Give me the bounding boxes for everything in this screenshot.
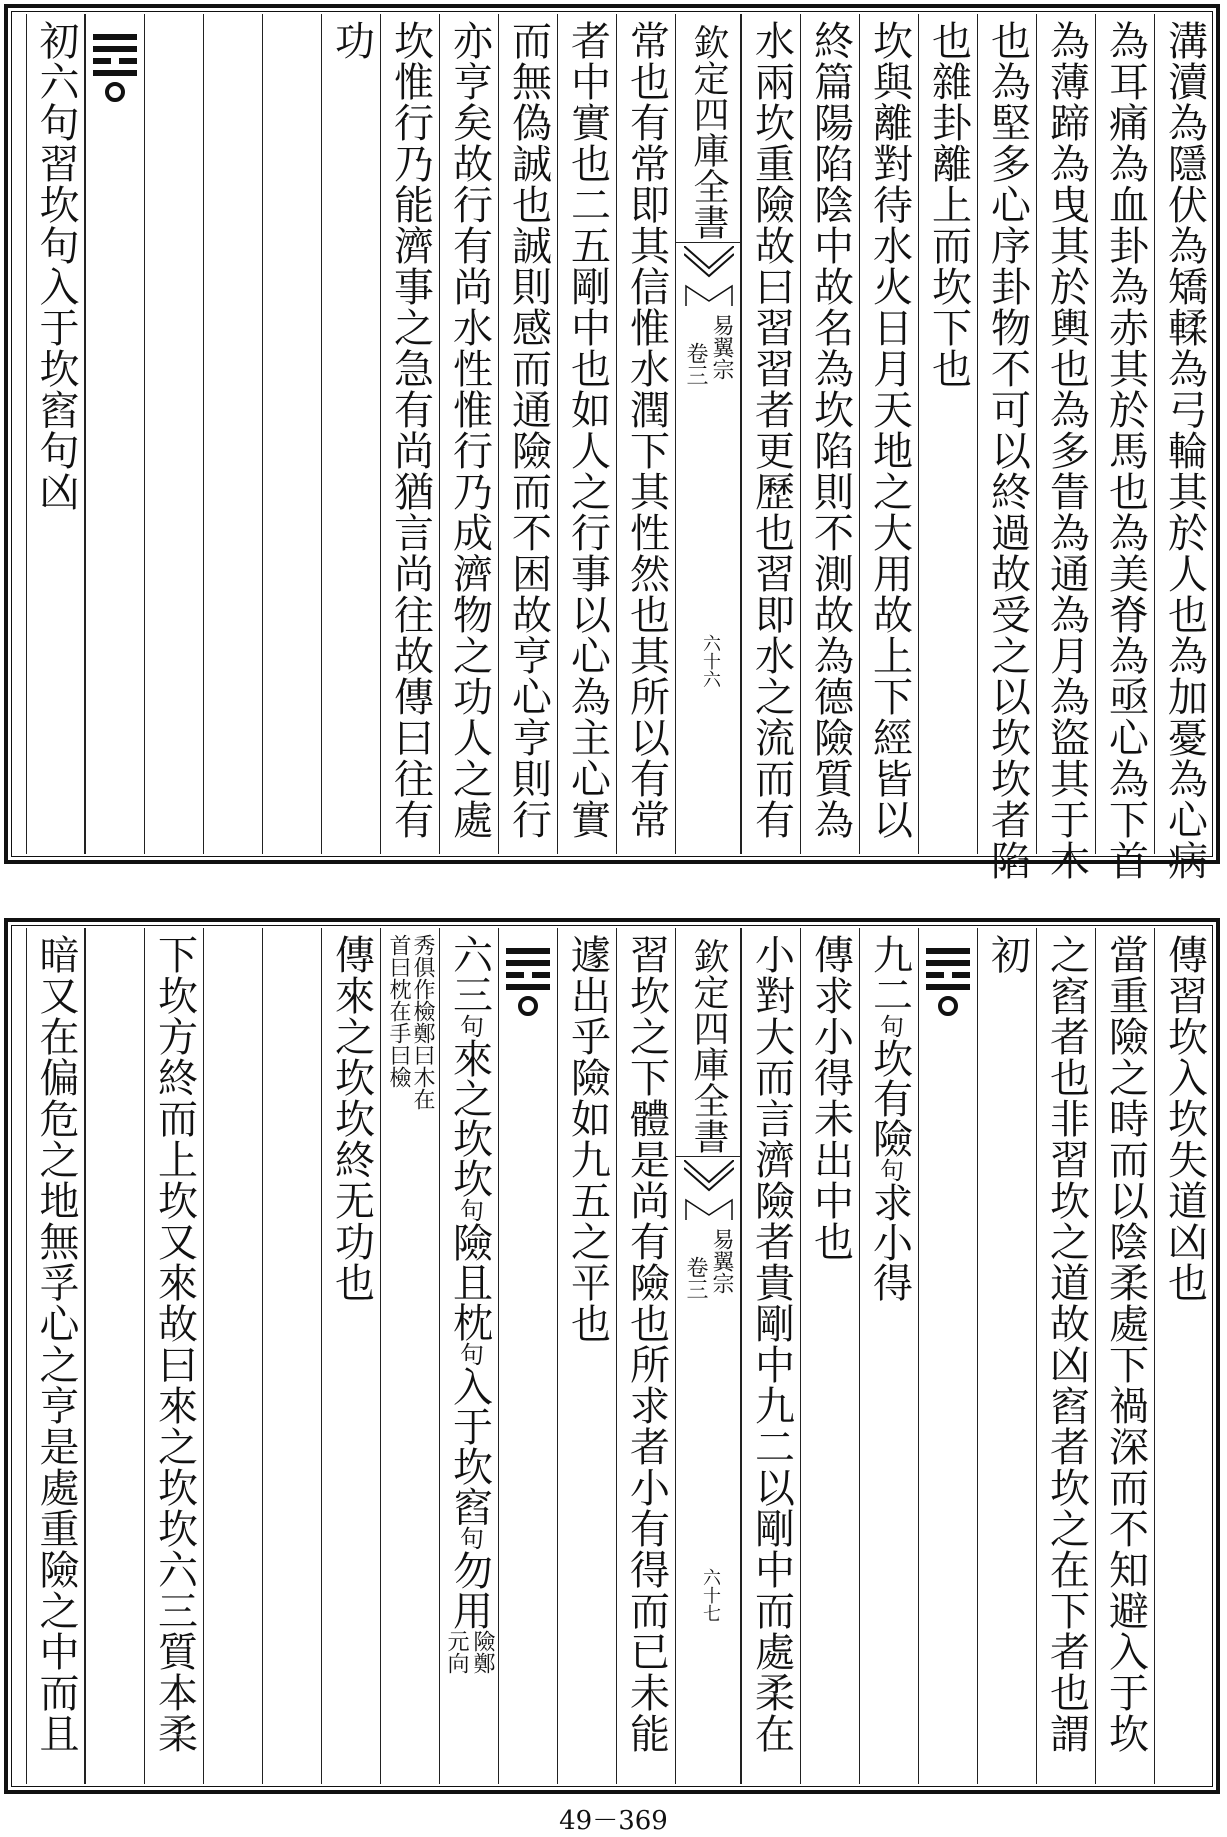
book-title: 易翼宗 (709, 1228, 734, 1294)
hexagram-column (918, 928, 977, 1784)
column-text: 溝瀆為隱伏為矯輮為弓輪其於人也為加憂為心病 (1161, 20, 1208, 881)
hexagram-column (85, 14, 144, 854)
book-title: 易翼宗 (709, 314, 734, 380)
column-text: 也雜卦離上而坎下也 (925, 20, 972, 389)
text-column (800, 928, 859, 1784)
column-text: 遽出乎險如九五之平也 (564, 934, 611, 1344)
text-column (380, 14, 439, 854)
text-column (1095, 14, 1154, 881)
text-column (557, 928, 616, 1784)
text-column (859, 14, 918, 854)
text-column (557, 14, 616, 854)
center-gutter (675, 928, 741, 1784)
column-text: 習坎之下體是尚有險也所求者小有得而已未能 (623, 934, 670, 1754)
text-column (26, 14, 85, 854)
phrase-mark: 句 (875, 1158, 904, 1182)
text-column (1036, 928, 1095, 1784)
text-column (498, 14, 557, 854)
column-text: 下坎方終而上坎又來故曰來之坎坎六三質本柔 (151, 934, 198, 1754)
text-column (1095, 928, 1154, 1784)
annotation-column (380, 928, 439, 1784)
text-column (262, 14, 321, 854)
hexagram-line-icon (93, 34, 137, 104)
page-number: 六十六 (700, 634, 721, 688)
text-column (1154, 928, 1213, 1784)
text-column (144, 928, 203, 1784)
text-column (977, 14, 1036, 881)
column-text: 初 (984, 934, 1031, 975)
text-segment: 來之坎坎 (446, 1038, 493, 1198)
column-text: 暗又在偏危之地無孚心之亨是處重險之中而且 (33, 934, 79, 1754)
text-column (616, 928, 675, 1784)
text-column (616, 14, 675, 854)
annotation-text: 險鄭 (470, 1630, 495, 1674)
inline-annotation (444, 1630, 494, 1674)
page-top-panel (4, 4, 1220, 881)
text-segment: 險且枕 (446, 1222, 493, 1342)
text-segment: 求小得 (866, 1182, 913, 1302)
column-text: 水兩坎重險故曰習習者更歷也習即水之流而有 (748, 20, 795, 840)
phrase-mark: 句 (455, 1526, 484, 1550)
text-column (1154, 14, 1213, 881)
page-number: 六十七 (700, 1568, 721, 1622)
phrase-mark: 句 (875, 1014, 904, 1038)
column-text: 為耳痛為血卦為赤其於馬也為美脊為亟心為下首 (1102, 20, 1149, 881)
text-column (262, 928, 321, 1784)
text-column (85, 928, 144, 1784)
column-text: 亦亨矣故行有尚水性惟行乃成濟物之功人之處 (446, 20, 493, 840)
line-label: 六三 (446, 934, 493, 1014)
annotation-text: 首曰枕在手曰檢 (386, 934, 411, 1088)
collection-title: 欽定四庫全書 (676, 22, 740, 243)
fish-tail-ornament-icon (684, 246, 734, 306)
main-text (440, 934, 499, 1630)
text-column (321, 14, 380, 854)
book-volume-label (682, 314, 734, 386)
column-text: 者中實也二五剛中也如人之行事以心為主心實 (564, 20, 611, 840)
column-text: 常也有常即其信惟水潤下其性然也其所以有常 (623, 20, 670, 840)
column-text: 功 (328, 20, 375, 61)
page-bottom-panel (4, 918, 1220, 1794)
text-column (859, 928, 918, 1784)
column-text: 也為堅多心序卦物不可以終過故受之以坎坎者陷 (984, 20, 1031, 881)
column-text: 而無偽誠也誠則感而通險而不困故亨心亨則行 (505, 20, 552, 840)
phrase-mark: 句 (455, 1342, 484, 1366)
text-column (439, 14, 498, 854)
text-column (918, 14, 977, 854)
column-text: 終篇陽陷陰中故名為坎陷則不測故為德險質為 (807, 20, 854, 840)
fish-tail-ornament-icon (684, 1160, 734, 1220)
volume-number: 卷三 (683, 1256, 708, 1300)
column-text: 傳求小得未出中也 (807, 934, 854, 1262)
text-column (203, 928, 262, 1784)
volume-number: 卷三 (683, 342, 708, 386)
text-column (741, 14, 800, 854)
collection-title: 欽定四庫全書 (676, 936, 740, 1157)
column-text: 坎惟行乃能濟事之急有尚猶言尚往故傳曰往有 (387, 20, 434, 840)
column-text: 傳習坎入坎失道凶也 (1161, 934, 1208, 1303)
column-text: 傳來之坎坎終无功也 (328, 934, 375, 1303)
text-segment: 坎有險 (866, 1038, 913, 1158)
text-column (26, 928, 85, 1784)
text-column (800, 14, 859, 854)
column-text: 坎與離對待水火日月天地之大用故上下經皆以 (866, 20, 913, 840)
book-volume-label (682, 1228, 734, 1300)
line-label: 九二 (866, 934, 913, 1014)
column-text (860, 934, 919, 1784)
text-column (144, 14, 203, 854)
column-text: 小對大而言濟險者貴剛中九二以剛中而處柔在 (748, 934, 795, 1754)
text-column (439, 928, 498, 1784)
text-segment: 入于坎窞 (446, 1366, 493, 1526)
hexagram-line-icon (926, 948, 970, 1018)
center-gutter (675, 14, 741, 854)
column-text: 初六句習坎句入于坎窞句凶 (33, 20, 79, 512)
phrase-mark: 句 (455, 1014, 484, 1038)
phrase-mark: 句 (455, 1198, 484, 1222)
annotation-text: 秀俱作檢鄭曰木在 (410, 934, 435, 1110)
annotation-text: 元向 (444, 1630, 469, 1674)
page-footer-number: 49－369 (559, 1806, 668, 1836)
text-column (1036, 14, 1095, 881)
column-text: 為薄蹄為曳其於輿也為多眚為通為月為盜其于木 (1043, 20, 1090, 881)
column-text: 當重險之時而以陰柔處下禍深而不知避入于坎 (1102, 934, 1149, 1754)
text-column (203, 14, 262, 854)
inline-annotation (386, 934, 434, 1784)
text-column (321, 928, 380, 1784)
text-column (741, 928, 800, 1784)
text-column (977, 928, 1036, 1784)
text-segment: 勿用 (446, 1550, 493, 1630)
column-text: 之窞者也非習坎之道故凶窞者坎之在下者也謂 (1043, 934, 1090, 1754)
